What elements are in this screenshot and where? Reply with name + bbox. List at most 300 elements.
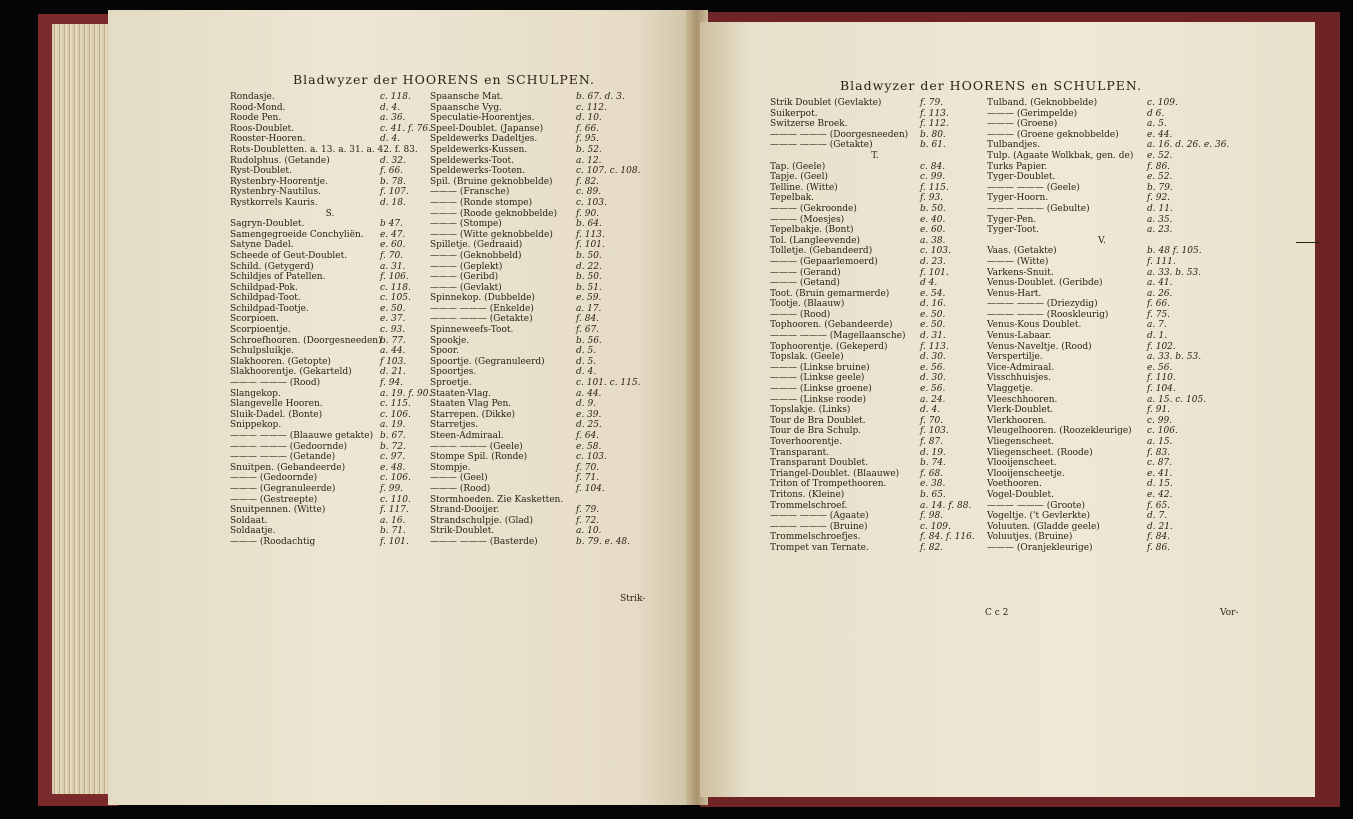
index-entry	[770, 405, 980, 416]
entry-term: Trompet van Ternate.	[770, 542, 869, 553]
entry-term: Vogeltje. ('t Gevlerkte)	[987, 511, 1090, 522]
entry-term: Varkens-Snuit.	[987, 267, 1054, 278]
index-entry	[230, 537, 430, 548]
index-entry	[430, 198, 660, 209]
index-entry	[230, 304, 430, 315]
entry-term: Staaten Vlag Pen.	[430, 399, 512, 410]
entry-term: Toverhoorentje.	[770, 437, 843, 447]
entry-reference: b. 50.	[920, 203, 946, 214]
entry-reference: d. 16.	[920, 299, 946, 310]
entry-term: ——— ——— (Driezydig)	[987, 299, 1098, 310]
entry-term: Roos-Doublet.	[230, 123, 295, 134]
index-entry	[770, 352, 980, 363]
entry-term: Spilletje. (Gedraaid)	[430, 240, 523, 251]
entry-reference: f. 91.	[1147, 405, 1171, 416]
right-catchword: Vor-	[1220, 608, 1239, 618]
index-entry	[430, 262, 660, 273]
entry-term: ——— ——— (Gebulte)	[987, 203, 1090, 214]
entry-term: Satyne Dadel.	[230, 240, 294, 251]
entry-reference: e. 47.	[380, 229, 406, 240]
index-entry	[987, 352, 1217, 363]
entry-term: Tyger-Toot.	[987, 225, 1039, 236]
entry-reference: e. 38.	[920, 479, 946, 490]
entry-reference: f. 106.	[380, 272, 409, 283]
index-entry	[430, 336, 660, 347]
entry-reference: d. 30.	[920, 352, 946, 363]
entry-term: Rystenbry-Nautilus.	[230, 187, 321, 198]
index-entry	[430, 357, 660, 368]
index-entry	[770, 236, 980, 247]
entry-reference: d. 30.	[920, 373, 946, 384]
entry-reference: f. 68.	[920, 468, 944, 479]
index-entry	[987, 183, 1217, 194]
index-entry	[230, 177, 430, 188]
entry-term: Transparant Doublet.	[770, 458, 869, 469]
entry-reference: b. 71.	[380, 526, 406, 537]
entry-term: ——— (Geribd)	[430, 272, 499, 283]
index-entry	[230, 346, 430, 357]
entry-reference: f. 65.	[1147, 500, 1171, 511]
index-entry	[430, 505, 660, 516]
entry-term: Spoortje. (Gegranuleerd)	[430, 356, 545, 367]
entry-term: Speel-Doublet. (Japanse)	[430, 123, 544, 134]
index-entry	[987, 172, 1217, 183]
right-index-column-2	[987, 98, 1230, 554]
entry-term: ——— ——— (Rooskleurig)	[987, 309, 1109, 320]
entry-term: Turks Papier.	[987, 161, 1048, 172]
entry-term: Scheede of Geut-Doublet.	[230, 250, 348, 261]
entry-term: Spoortjes.	[430, 367, 477, 378]
entry-term: Vice-Admiraal.	[987, 362, 1055, 373]
entry-reference: f. 64.	[576, 431, 600, 441]
entry-term: Tulband. (Geknobbelde)	[987, 98, 1098, 108]
entry-term: Steen-Admiraal.	[430, 431, 504, 441]
entry-reference: a. 12.	[576, 155, 602, 166]
index-entry	[987, 268, 1217, 279]
entry-term: Toot. (Bruin gemarmerde)	[770, 288, 890, 299]
entry-reference: d. 21.	[380, 367, 406, 378]
index-entry	[230, 262, 430, 273]
entry-reference: f. 113.	[920, 341, 949, 352]
entry-term: Samengegroeide Conchyliën.	[230, 229, 364, 240]
index-entry	[230, 134, 430, 145]
index-entry	[430, 124, 660, 135]
entry-term: Snuitpennen. (Witte)	[230, 505, 326, 516]
entry-reference: b. 50.	[576, 250, 602, 261]
section-letter: T.	[871, 150, 879, 161]
index-entry	[987, 140, 1230, 151]
entry-reference: b. 72.	[380, 441, 406, 452]
entry-reference: d. 4.	[380, 102, 401, 113]
index-entry	[430, 463, 660, 474]
index-entry	[430, 367, 660, 378]
entry-term: ——— ——— (Rood)	[230, 378, 321, 389]
entry-reference: d. 9.	[576, 399, 597, 410]
entry-reference: c. 107. c. 108.	[576, 166, 641, 177]
index-entry	[430, 516, 660, 527]
entry-term: ——— (Geel)	[430, 473, 488, 484]
entry-term: Strik-Doublet.	[430, 526, 495, 537]
index-entry	[987, 543, 1217, 554]
entry-reference: d 6.	[1147, 108, 1165, 119]
entry-term: Rood-Mond.	[230, 102, 286, 113]
entry-reference: a. 33. b. 53.	[1147, 267, 1202, 278]
entry-reference: b. 67. d. 3.	[576, 92, 625, 102]
entry-reference: c. 101. c. 115.	[576, 378, 641, 389]
entry-reference: e. 40.	[920, 214, 946, 225]
entry-term: Rudolphus. (Getande)	[230, 155, 330, 166]
entry-reference: c. 115.	[380, 399, 411, 410]
entry-reference: e. 42.	[1147, 489, 1173, 500]
entry-term: Schildpad-Toot.	[230, 293, 301, 304]
entry-term: Spoor.	[430, 346, 459, 357]
entry-reference: f. 98.	[920, 511, 944, 522]
entry-term: Spil. (Bruine geknobbelde)	[430, 176, 553, 187]
entry-term: Tolletje. (Gebandeerd)	[770, 246, 873, 257]
entry-term: Venus-Labaar.	[987, 331, 1052, 342]
index-entry	[770, 140, 980, 151]
index-entry	[230, 145, 430, 156]
entry-reference: a. 33. b. 53.	[1147, 352, 1202, 363]
entry-reference: d. 11.	[1147, 203, 1173, 214]
entry-term: Tritons. (Kleine)	[770, 489, 845, 500]
entry-reference: a. 36.	[380, 113, 406, 124]
entry-term: Verspertilje.	[987, 352, 1043, 363]
entry-reference: f. 66.	[1147, 299, 1171, 310]
index-entry	[770, 299, 980, 310]
entry-term: Speldewerks-Kussen.	[430, 144, 528, 155]
entry-reference: f. 99.	[380, 483, 404, 494]
entry-term: Vlaggetje.	[987, 384, 1034, 395]
entry-reference: d. 4.	[380, 134, 401, 145]
entry-term: Vleeschhooren.	[987, 394, 1058, 405]
index-entry	[430, 410, 660, 421]
entry-reference: f. 111.	[1147, 256, 1176, 267]
entry-term: Rots-Doubletten. a. 13. a. 31. a. 42. f. 83.	[230, 144, 418, 155]
index-entry	[987, 151, 1217, 162]
index-entry	[230, 357, 430, 368]
index-entry	[230, 484, 430, 495]
entry-term: Venus-Naveltje. (Rood)	[987, 341, 1092, 352]
index-entry	[430, 452, 660, 463]
index-entry	[987, 532, 1217, 543]
entry-reference: f. 95.	[576, 134, 600, 145]
entry-reference: a. 17.	[576, 303, 602, 314]
entry-term: Spaansche Mat.	[430, 92, 504, 102]
index-entry	[430, 209, 660, 220]
entry-reference: c. 103.	[576, 452, 607, 463]
index-entry	[987, 331, 1217, 342]
entry-term: Rystenbry-Hoorentje.	[230, 176, 328, 187]
entry-reference: c. 103.	[920, 246, 951, 257]
index-entry	[430, 113, 660, 124]
entry-term: Stormhoeden. Zie Kasketten.	[430, 494, 564, 505]
index-entry	[230, 495, 430, 506]
index-entry	[230, 124, 430, 135]
index-entry	[430, 495, 660, 506]
entry-term: Venus-Hart.	[987, 288, 1042, 299]
index-entry	[430, 484, 660, 495]
entry-term: Sluik-Dadel. (Bonte)	[230, 409, 323, 420]
index-entry	[430, 272, 660, 283]
entry-term: Vliegenscheet. (Roode)	[987, 447, 1093, 458]
index-entry	[430, 293, 660, 304]
index-entry	[987, 416, 1217, 427]
entry-reference: b. 79.	[1147, 182, 1173, 193]
entry-reference: a. 19.	[380, 420, 406, 431]
entry-reference: b. 80.	[920, 129, 946, 140]
entry-term: ——— ——— (Getakte)	[770, 140, 873, 151]
index-entry	[430, 442, 660, 453]
entry-term: ——— (Gepaarlemoerd)	[770, 256, 878, 267]
left-page	[108, 10, 693, 805]
entry-reference: e. 39.	[576, 409, 602, 420]
index-entry	[230, 219, 430, 230]
index-entry	[987, 257, 1217, 268]
index-entry	[230, 399, 430, 410]
index-entry	[770, 501, 980, 512]
entry-term: Tyger-Doublet.	[987, 172, 1056, 183]
index-entry	[987, 310, 1217, 321]
index-entry	[987, 130, 1217, 141]
index-entry	[430, 145, 660, 156]
entry-reference: c. 99.	[920, 172, 946, 183]
entry-term: ——— ——— (Gedoornde)	[230, 441, 348, 452]
entry-reference: c. 109.	[1147, 98, 1178, 108]
index-entry	[987, 437, 1217, 448]
index-entry	[770, 310, 980, 321]
index-entry	[987, 405, 1217, 416]
entry-reference: a. 10.	[576, 526, 602, 537]
entry-reference: c. 89.	[576, 187, 602, 198]
index-entry	[987, 373, 1217, 384]
index-entry	[987, 204, 1217, 215]
entry-term: ——— ——— (Geele)	[430, 441, 523, 452]
index-entry	[230, 431, 430, 442]
index-entry	[770, 469, 980, 480]
entry-term: Tulp. (Agaate Wolkbak, gen. de)	[987, 150, 1134, 161]
index-entry	[770, 395, 980, 406]
entry-reference: f. 71.	[576, 473, 600, 484]
index-entry	[430, 187, 660, 198]
index-entry	[770, 490, 980, 501]
index-entry	[987, 501, 1217, 512]
entry-term: Schildpad-Pok.	[230, 282, 298, 293]
entry-reference: c. 99.	[1147, 415, 1173, 426]
entry-term: Tepelbak.	[770, 193, 815, 204]
index-entry	[430, 526, 660, 537]
index-entry	[987, 448, 1217, 459]
index-entry	[430, 230, 660, 241]
index-entry	[987, 426, 1217, 437]
index-entry	[770, 98, 980, 109]
entry-reference: c. 106.	[1147, 426, 1178, 437]
entry-reference: f. 84.	[1147, 532, 1171, 543]
entry-term: Tour de Bra Schulp.	[770, 426, 862, 437]
index-entry	[230, 505, 430, 516]
entry-reference: e. 56.	[1147, 362, 1173, 373]
entry-reference: f. 86.	[1147, 161, 1171, 172]
entry-reference: a. 5.	[1147, 119, 1167, 130]
entry-term: Ryst-Doublet.	[230, 166, 292, 177]
entry-reference: c. 106.	[380, 473, 411, 484]
entry-reference: d. 10.	[576, 113, 602, 124]
entry-reference: a. 38.	[920, 235, 946, 246]
index-entry	[230, 272, 430, 283]
index-entry	[770, 384, 980, 395]
entry-term: ——— (Gestreepte)	[230, 494, 318, 505]
index-entry	[230, 198, 430, 209]
entry-reference: b. 74.	[920, 458, 946, 469]
entry-term: ——— (Linkse roode)	[770, 394, 867, 405]
index-entry	[230, 516, 430, 527]
index-entry	[987, 511, 1217, 522]
entry-term: Visschhuisjes.	[987, 373, 1051, 384]
entry-term: Starretjes.	[430, 420, 479, 431]
entry-term: Slangekop.	[230, 388, 281, 399]
entry-term: Tepelbakje. (Bont)	[770, 225, 854, 236]
entry-term: Voluuten. (Gladde geele)	[987, 521, 1100, 532]
index-entry	[430, 156, 660, 167]
index-entry	[770, 130, 980, 141]
entry-term: Suikerpot.	[770, 108, 818, 119]
index-entry	[230, 166, 430, 177]
entry-reference: e. 56.	[920, 362, 946, 373]
entry-reference: a. 16. d. 26. e. 36.	[1147, 140, 1230, 151]
entry-term: ——— (Groene)	[987, 119, 1058, 130]
index-entry	[770, 437, 980, 448]
entry-reference: c. 106.	[380, 409, 411, 420]
entry-term: Spaansche Vyg.	[430, 102, 502, 113]
index-entry	[230, 187, 430, 198]
entry-reference: f. 102.	[1147, 341, 1176, 352]
index-entry	[770, 162, 980, 173]
entry-term: ——— (Linkse bruine)	[770, 362, 870, 373]
index-entry	[987, 299, 1217, 310]
entry-reference: a. 31.	[380, 261, 406, 272]
index-entry	[987, 162, 1217, 173]
index-entry	[770, 342, 980, 353]
entry-term: ——— ——— (Magellaansche)	[770, 331, 906, 342]
entry-term: ——— (Moesjes)	[770, 214, 845, 225]
entry-term: ——— (Gerimpelde)	[987, 108, 1078, 119]
index-entry	[987, 522, 1217, 533]
entry-term: ——— (Linkse groene)	[770, 384, 872, 395]
entry-term: Tol. (Langleevende)	[770, 235, 861, 246]
entry-term: Speldewerks-Tooten.	[430, 166, 526, 177]
entry-reference: a. 15. c. 105.	[1147, 394, 1207, 405]
index-entry	[770, 522, 980, 533]
entry-term: Vleugelhooren. (Roozekleurige)	[987, 426, 1132, 437]
entry-term: Vlerkhooren.	[987, 415, 1047, 426]
index-entry	[770, 119, 980, 130]
entry-reference: f. 113.	[576, 229, 605, 240]
entry-reference: d. 15.	[1147, 479, 1173, 490]
entry-reference: f. 79.	[920, 98, 944, 108]
entry-reference: b 47.	[380, 219, 403, 230]
entry-reference: f. 83.	[1147, 447, 1171, 458]
page-edge-mark	[1296, 242, 1320, 243]
entry-term: Sagryn-Doublet.	[230, 219, 305, 230]
entry-term: Trommelschroef.	[770, 500, 848, 511]
entry-term: Trommelschroefjes.	[770, 532, 861, 543]
entry-reference: b. 56.	[576, 335, 602, 346]
index-entry	[987, 320, 1217, 331]
entry-term: Speculatie-Hoorentjes.	[430, 113, 535, 124]
entry-reference: f. 84. f. 116.	[920, 532, 975, 543]
entry-reference: f. 107.	[380, 187, 409, 198]
entry-term: ——— ——— (Getande)	[230, 452, 336, 463]
index-entry	[230, 389, 430, 400]
entry-reference: a. 7.	[1147, 320, 1167, 331]
entry-term: Voethooren.	[987, 479, 1042, 490]
index-entry	[770, 289, 980, 300]
index-entry	[430, 537, 660, 548]
entry-reference: e. 59.	[576, 293, 602, 304]
index-entry	[230, 113, 430, 124]
entry-term: ——— (Geplekt)	[430, 261, 503, 272]
entry-term: Slakhooren. (Getopte)	[230, 356, 331, 367]
entry-reference: b. 77.	[380, 335, 406, 346]
index-entry	[770, 426, 980, 437]
entry-term: Switzerse Broek.	[770, 119, 848, 130]
entry-reference: c. 41. f. 76.	[380, 123, 431, 134]
index-entry	[230, 473, 430, 484]
entry-reference: e. 60.	[920, 225, 946, 236]
index-entry	[770, 511, 980, 522]
entry-term: Rondasje.	[230, 92, 275, 102]
entry-reference: f 103.	[380, 356, 407, 367]
entry-term: Spookje.	[430, 335, 470, 346]
entry-reference: a. 15.	[1147, 437, 1173, 447]
entry-reference: a. 19. f. 90.	[380, 388, 432, 399]
entry-term: Telline. (Witte)	[770, 182, 838, 193]
entry-reference: d. 7.	[1147, 511, 1168, 522]
entry-term: ——— (Gedoornde)	[230, 473, 318, 484]
index-entry	[230, 156, 430, 167]
entry-term: Vlooijenscheet.	[987, 458, 1057, 469]
entry-reference: b. 79. e. 48.	[576, 536, 631, 547]
entry-reference: c. 105.	[380, 293, 411, 304]
index-entry	[770, 246, 980, 257]
entry-term: Rystkorrels Kauris.	[230, 197, 318, 208]
entry-reference: f. 103.	[920, 426, 949, 437]
index-entry	[430, 378, 660, 389]
entry-reference: f. 110.	[1147, 373, 1176, 384]
entry-reference: c. 84.	[920, 161, 946, 172]
index-entry	[230, 410, 430, 421]
entry-term: Snuitpen. (Gebandeerde)	[230, 462, 346, 473]
entry-term: Vliegenscheet.	[987, 437, 1055, 447]
entry-reference: f. 70.	[380, 250, 404, 261]
index-entry	[230, 526, 430, 537]
entry-term: ——— ——— (Groote)	[987, 500, 1086, 511]
index-entry	[770, 543, 980, 554]
entry-term: Tap. (Geele)	[770, 161, 826, 172]
entry-reference: e. 48.	[380, 462, 406, 473]
index-entry	[770, 215, 980, 226]
index-entry	[987, 342, 1217, 353]
index-entry	[430, 304, 660, 315]
index-entry	[987, 246, 1217, 257]
entry-term: Scorpioentje.	[230, 325, 291, 336]
entry-reference: e. 52.	[1147, 150, 1173, 161]
entry-term: Slakhoorentje. (Gekarteld)	[230, 367, 352, 378]
entry-term: Vogel-Doublet.	[987, 489, 1054, 500]
right-index-column-1	[770, 98, 980, 554]
entry-reference: c. 112.	[576, 102, 607, 113]
entry-reference: e. 54.	[920, 288, 946, 299]
